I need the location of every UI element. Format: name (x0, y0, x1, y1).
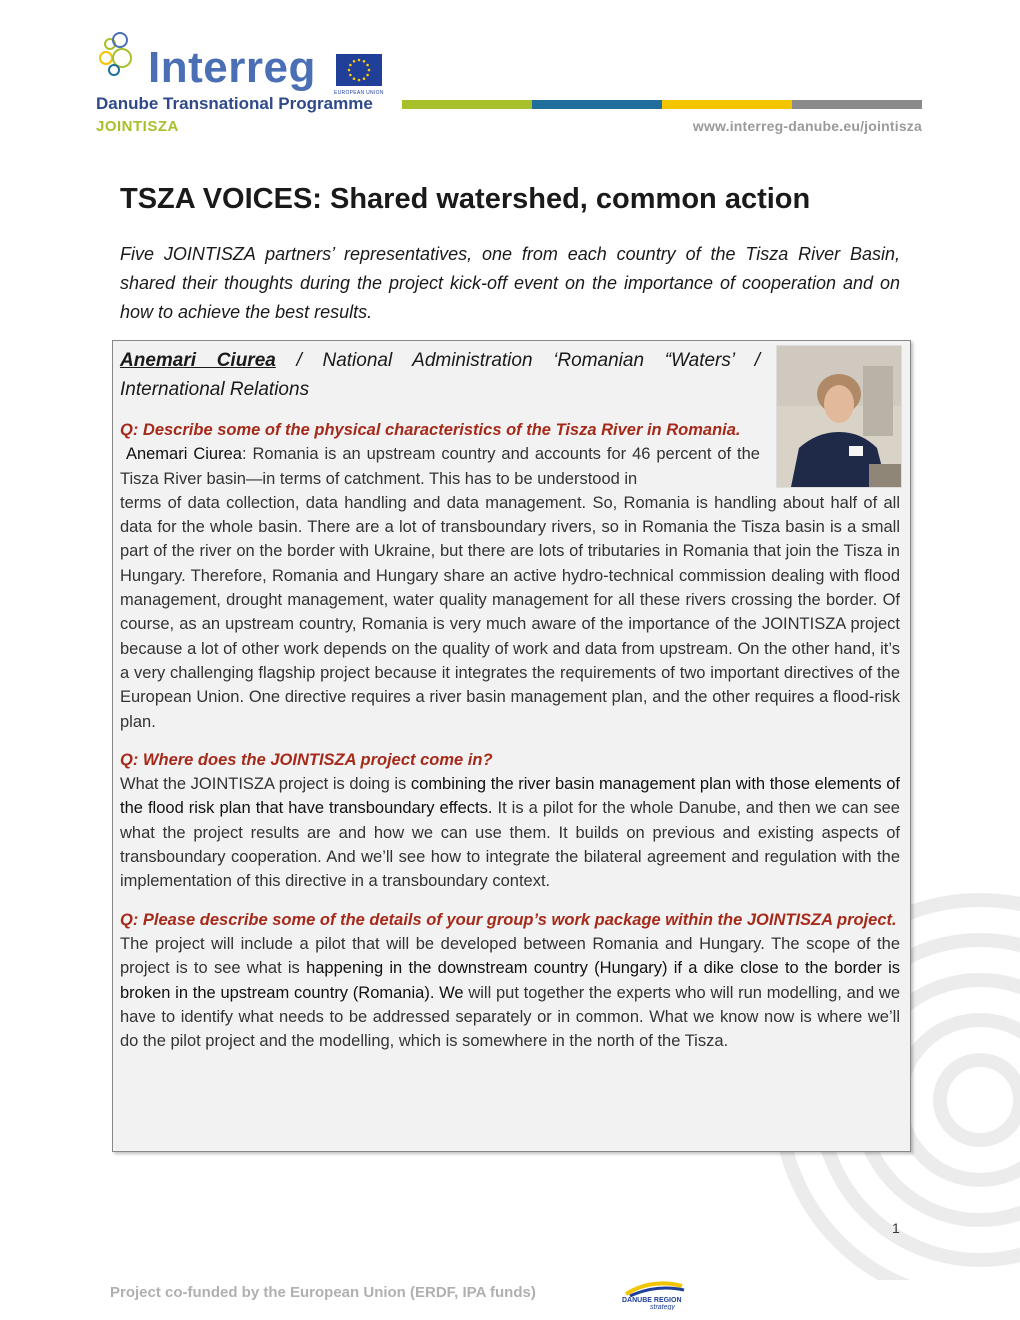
project-url[interactable]: www.interreg-danube.eu/jointisza (692, 118, 922, 134)
footer-funding: Project co-funded by the European Union (ERDF, IPA funds) (110, 1284, 536, 1301)
answer-2-highlight: combining the river basin management plan with those elements of the flood risk plan that have transboundary effects. (120, 775, 900, 818)
intro-paragraph: Five JOINTISZA partners’ representatives, one from each country of the Tisza River Basin, shared their thoughts during the project kick-off event on the importance of cooperation and on how to achieve the best results. (120, 244, 900, 322)
eu-label: EUROPEAN UNION (334, 90, 384, 96)
drs-line1: DANUBE REGION (622, 1297, 682, 1304)
speaker-role: / National Administration ‘Romanian “Waters’ / International Relations (120, 350, 760, 400)
speaker-name: Anemari Ciurea (120, 350, 276, 371)
color-bar-blue (532, 100, 662, 109)
answer-2 (120, 772, 900, 893)
question-3: Q: Please describe some of the details of your group’s work package within the JOINTISZA project. (120, 910, 897, 929)
interreg-logo (96, 30, 396, 140)
answer-3-highlight: happening in the downstream country (Hungary) if a dike close to the border is broken in the upstream country (Romania). We (120, 959, 901, 1002)
logo-swirl-icon (96, 30, 146, 80)
project-tag: JOINTISZA (96, 118, 179, 135)
eu-flag-icon (336, 54, 382, 86)
question-2: Q: Where does the JOINTISZA project come in? (120, 750, 493, 769)
answer-3-end: will put together the experts who will run modelling, and we have to identify what needs to be addressed separately or in common. What we know now is where we’ll do the pilot project and the modelling, which is somewhere in the north of the Tisza. (120, 983, 900, 1051)
answer-1-intro (120, 442, 760, 491)
danube-region-strategy-logo (622, 1278, 722, 1310)
color-bar-yellow (662, 100, 792, 109)
answer-1-speaker: Anemari Ciurea (125, 445, 242, 464)
page-number: 1 (892, 1220, 900, 1236)
programme-name: Danube Transnational Programme (96, 94, 373, 113)
answer-1-first: : Romania is an upstream country and accounts for 46 percent of the Tisza River basin—in terms of catchment. This has to be understood in (120, 445, 760, 488)
page-title: TSZA VOICES: Shared watershed, common action (120, 183, 811, 215)
interview-content (120, 346, 900, 1053)
answer-3-start: The project will include a pilot that will be developed between Romania and Hungary. The scope of the project is to see what is (120, 934, 900, 978)
answer-2-end: It is a pilot for the whole Danube, and then we can see what the project results are and how we can use them. It builds on previous and existing aspects of transboundary cooperation. And we’ll see how to integrate the bilateral agreement and regulation with the implementation of this directive in a transboundary context. (120, 799, 900, 891)
drs-line2: strategy (650, 1304, 675, 1310)
color-bar-grey (792, 100, 922, 109)
answer-2-start: What the JOINTISZA project is doing is (120, 775, 411, 794)
question-1: Q: Describe some of the physical characteristics of the Tisza River in Romania. (120, 421, 741, 439)
answer-1-body: terms of data collection, data handling and data management. So, Romania is handling about half of all data for the whole basin. There are a lot of transboundary rivers, so in Romania the Tisza basin is a small part of the river on the border with Ukraine, but there are lots of tributaries in Romania that join the Tisza in Hungary. Therefore, Romania and Hungary share an active hydro-technical commission dealing with flood management, drought management, water quality management for all these rivers crossing the border. Of course, as an upstream country, Romania is very much aware of the importance of the JOINTISZA project because a lot of other work depends on the quality of work and data from upstream. On the other hand, it’s a very challenging flagship project because it integrates the requirements of two important directives of the European Union. One directive requires a river basin management plan, and the other requires a flood-risk plan. (120, 493, 900, 731)
logo-wordmark: Interreg (148, 43, 316, 92)
answer-3 (120, 932, 900, 1053)
color-bar-green (402, 100, 532, 109)
speaker-line (120, 346, 760, 404)
